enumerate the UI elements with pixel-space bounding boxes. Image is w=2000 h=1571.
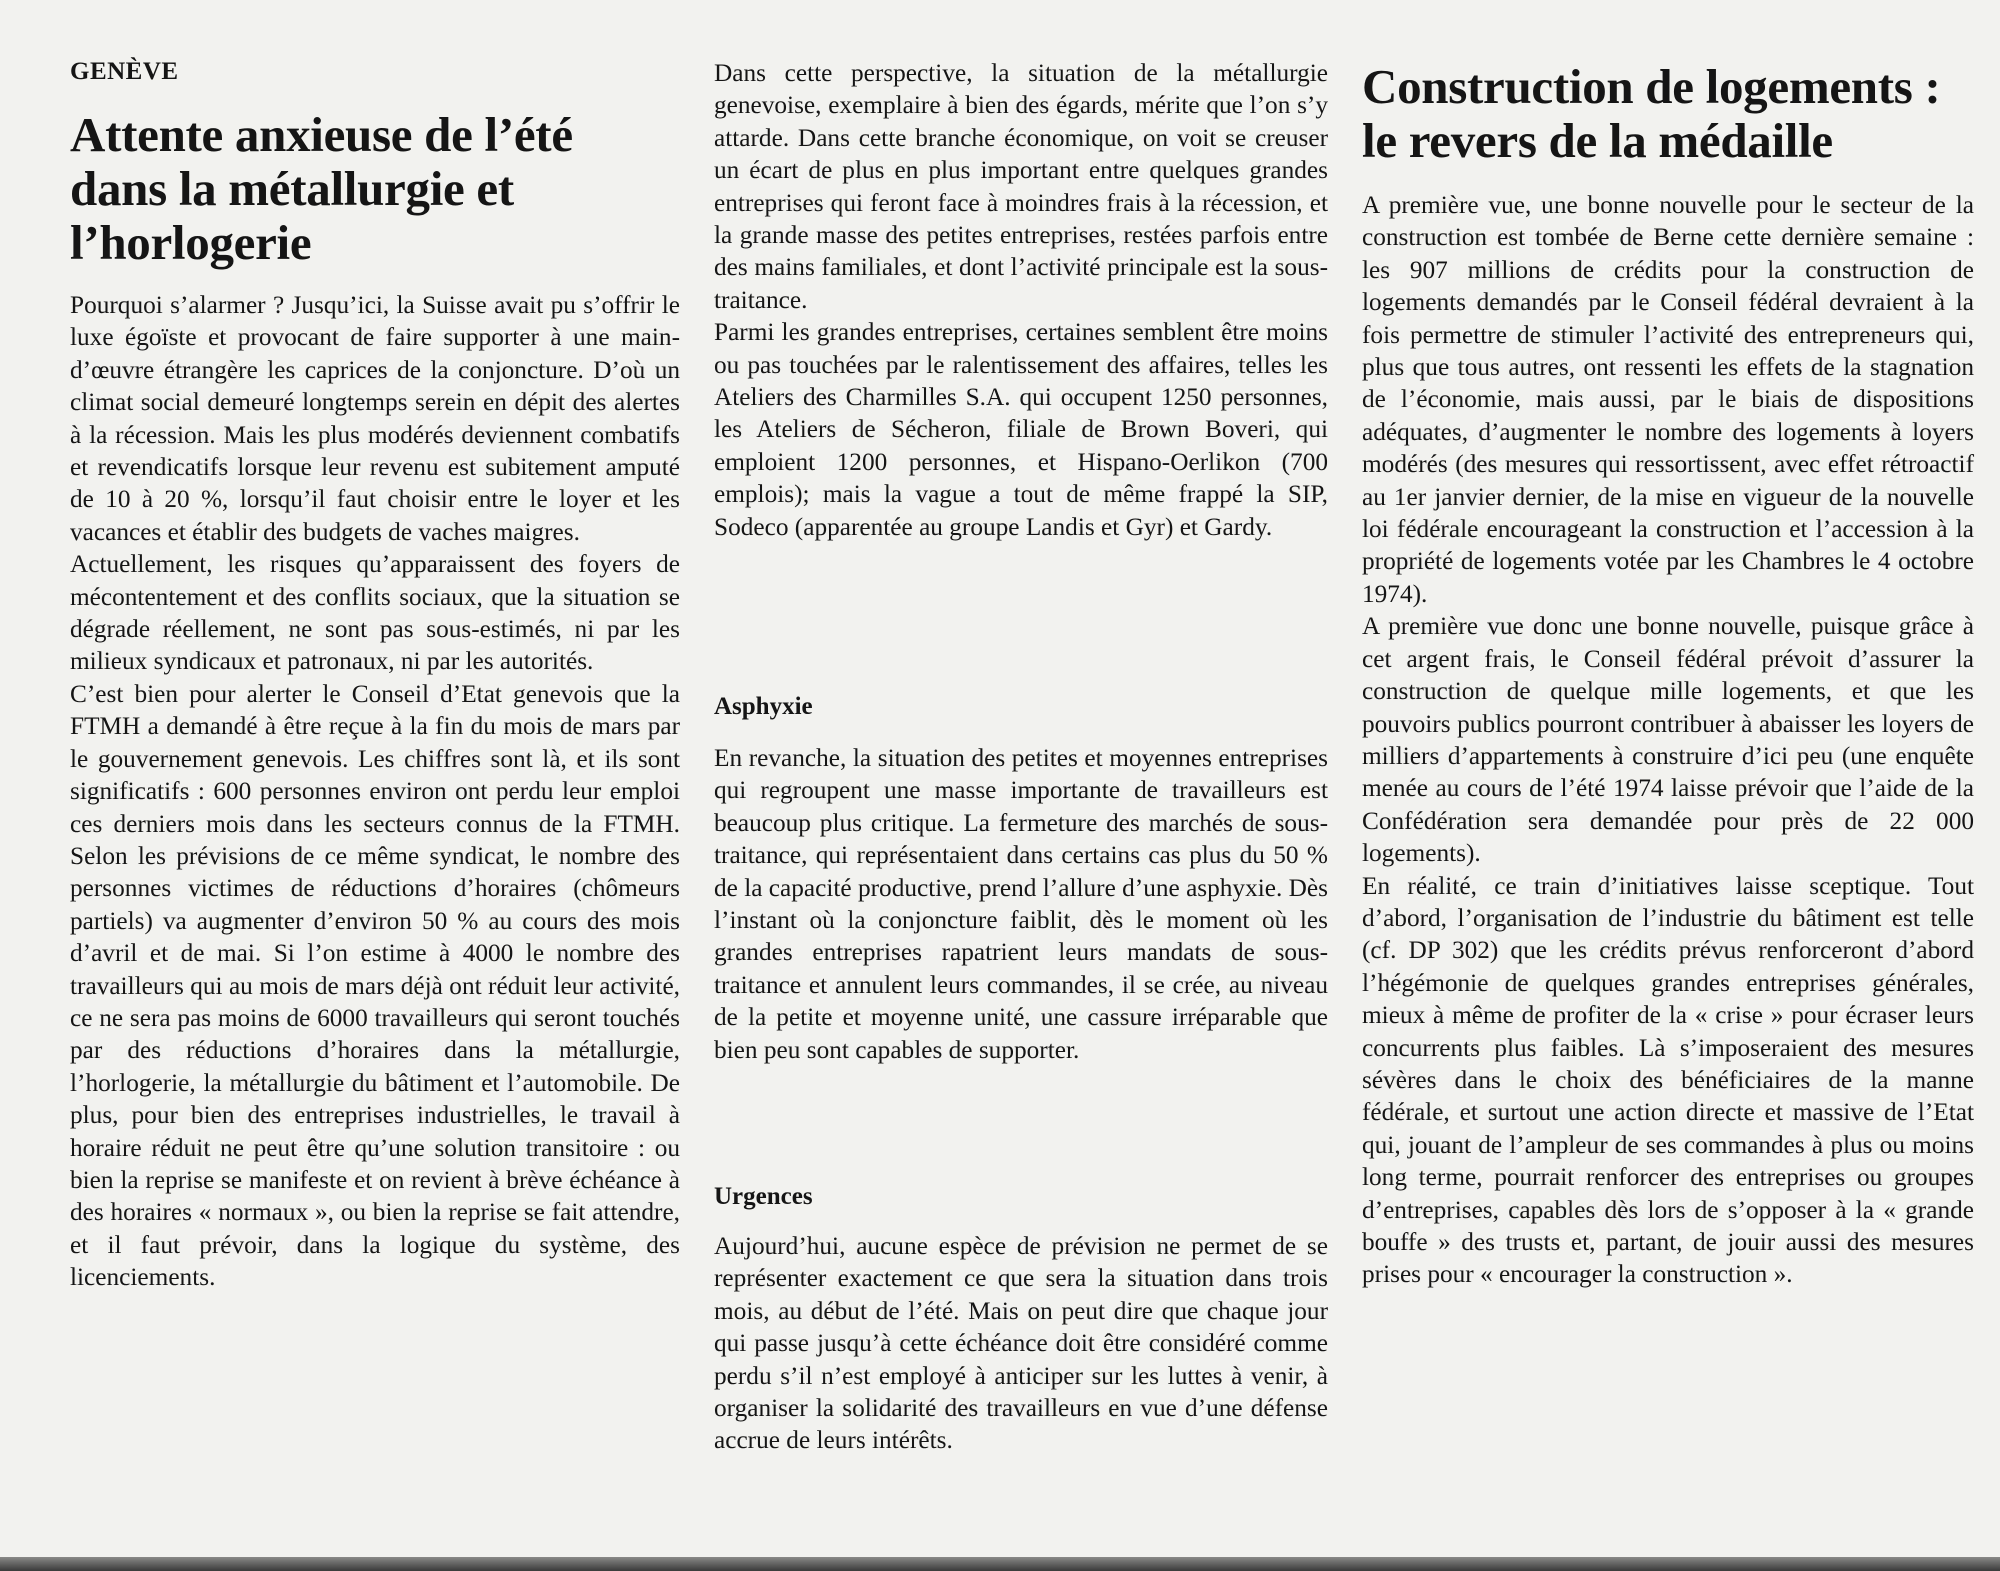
paragraph: A première vue, une bonne nouvelle pour le secteur de la construction est tombée de Berne cette dernière semaine : les 907 millions de crédits pour la construction de logements demandés par le Conseil fédéral devraient à la fois permettre de stimuler l’activité des entrepreneurs qui, plus que tous autres, ont ressenti les effets de la stagnation de l’économie, mais aussi, par le biais de dispositions adéquates, d’augmenter le nombre des logements à loyers modérés (des mesures qui ressortissent, avec effet rétroactif au 1er janvier dernier, de la mise en vigueur de la nouvelle loi fédérale encourageant la construction et l’accession à la propriété de logements votée par les Chambres le 4 octobre 1974).	[1362, 191, 1974, 608]
article-title-left: Attente anxieuse de l’été dans la métallurgie et l’horlogerie	[70, 107, 573, 270]
article-title-right: Construction de logements : le revers de la médaille	[1362, 59, 1941, 168]
section-asphyxie-body	[714, 742, 1328, 1066]
article-body-continued	[714, 57, 1328, 543]
paragraph: En réalité, ce train d’initiatives laisse sceptique. Tout d’abord, l’organisation de l’industrie du bâtiment est telle (cf. DP 302) que les crédits prévus renforceront d’abord l’hégémonie de quelques grandes entreprises générales, mieux à même de profiter de la « crise » pour écraser leurs concurrents plus faibles. Là s’imposeraient des mesures sévères dans le choix des bénéficiaires de la manne fédérale, et surtout une action directe et massive de l’Etat qui, jouant de l’ampleur de ses commandes à plus ou moins long terme, pourrait renforcer des entreprises ou groupes d’entreprises, capables dès lors de s’opposer à la « grande bouffe » des trusts et, partant, de jouir aussi des mesures prises pour « encourager la construction ».	[1362, 871, 1974, 1289]
paragraph: Actuellement, les risques qu’apparaissent des foyers de mécontentement et des conflits sociaux, que la situation se dégrade réellement, ne sont pas sous-estimés, ni par les milieux syndicaux et patronaux, ni par les autorités.	[70, 550, 680, 676]
paragraph: C’est bien pour alerter le Conseil d’Etat genevois que la FTMH a demandé à être reçue à la fin du mois de mars par le gouvernement genevois. Les chiffres sont là, et ils sont significatifs : 600 personnes environ ont perdu leur emploi ces derniers mois dans les secteurs connus de la FTMH. Selon les prévisions de ce même syndicat, le nombre des personnes victimes de réductions d’horaires (chômeurs partiels) va augmenter d’environ 50 % au cours des mois d’avril et de mai. Si l’on estime à 4000 le nombre des travailleurs qui au mois de mars déjà ont réduit leur activité, ce ne sera pas moins de 6000 travailleurs qui seront touchés par des réductions d’horaires dans la métallurgie, l’horlogerie, la métallurgie du bâtiment et l’automobile. De plus, pour bien des entreprises industrielles, le travail à horaire réduit ne peut être qu’une solution transitoire : ou bien la reprise se manifeste et on revient à brève échéance à des horaires « normaux », ou bien la reprise se fait attendre, et il faut prévoir, dans la logique du système, des licenciements.	[70, 679, 680, 1292]
paragraph: En revanche, la situation des petites et moyennes entreprises qui regroupent une masse importante de travailleurs est beaucoup plus critique. La fermeture des marchés de sous-traitance, qui représentaient dans certains cas plus du 50 % de la capacité productive, prend l’allure d’une asphyxie. Dès l’instant où la conjoncture faiblit, dès le moment où les grandes entreprises rapatrient leurs mandats de sous-traitance et annulent leurs commandes, il se crée, au niveau de la petite et moyenne unité, une cassure irréparable que bien peu sont capables de supporter.	[714, 744, 1328, 1064]
article-body-right	[1362, 189, 1974, 1291]
section-kicker: GENÈVE	[70, 58, 179, 85]
article-body-left	[70, 289, 680, 1294]
section-urgences-body	[714, 1230, 1328, 1457]
paragraph: Aujourd’hui, aucune espèce de prévision ne permet de se représenter exactement ce que sera la situation dans trois mois, au début de l’été. Mais on peut dire que chaque jour qui passe jusqu’à cette échéance doit être considéré comme perdu s’il n’est employé à anticiper sur les luttes à venir, à organiser la solidarité des travailleurs en vue d’une défense accrue de leurs intérêts.	[714, 1232, 1328, 1455]
paragraph: Parmi les grandes entreprises, certaines semblent être moins ou pas touchées par le ralentissement des affaires, telles les Ateliers des Charmilles S.A. qui occupent 1250 personnes, les Ateliers de Sécheron, filiale de Brown Boveri, qui emploient 1200 personnes, et Hispano-Oerlikon (700 emplois); mais la vague a tout de même frappé la SIP, Sodeco (apparentée au groupe Landis et Gyr) et Gardy.	[714, 318, 1328, 541]
paragraph: Dans cette perspective, la situation de la métallurgie genevoise, exemplaire à bien des égards, mérite que l’on s’y attarde. Dans cette branche économique, on voit se creuser un écart de plus en plus important entre quelques grandes entreprises qui feront face à moindres frais à la récession, et la grande masse des petites entreprises, restées parfois entre des mains familiales, et dont l’activité principale est la sous-traitance.	[714, 59, 1328, 314]
page-bottom-edge	[0, 1557, 2000, 1571]
subheading-asphyxie: Asphyxie	[714, 693, 813, 720]
subheading-urgences: Urgences	[714, 1183, 813, 1210]
paragraph: Pourquoi s’alarmer ? Jusqu’ici, la Suisse avait pu s’offrir le luxe égoïste et provocant de faire supporter à une main-d’œuvre étrangère les caprices de la conjoncture. D’où un climat social demeuré longtemps serein en dépit des alertes à la récession. Mais les plus modérés deviennent combatifs et revendicatifs lorsque leur revenu est subitement amputé de 10 à 20 %, lorsqu’il faut choisir entre le loyer et les vacances et établir des budgets de vaches maigres.	[70, 291, 680, 546]
paragraph: A première vue donc une bonne nouvelle, puisque grâce à cet argent frais, le Conseil fédéral prévoit d’assurer la construction de quelque mille logements, et que les pouvoirs publics pourront contribuer à abaisser les loyers de milliers d’appartements à construire d’ici peu (une enquête menée au cours de l’été 1974 laisse prévoir que l’aide de la Confédération sera demandée pour près de 22 000 logements).	[1362, 612, 1974, 868]
